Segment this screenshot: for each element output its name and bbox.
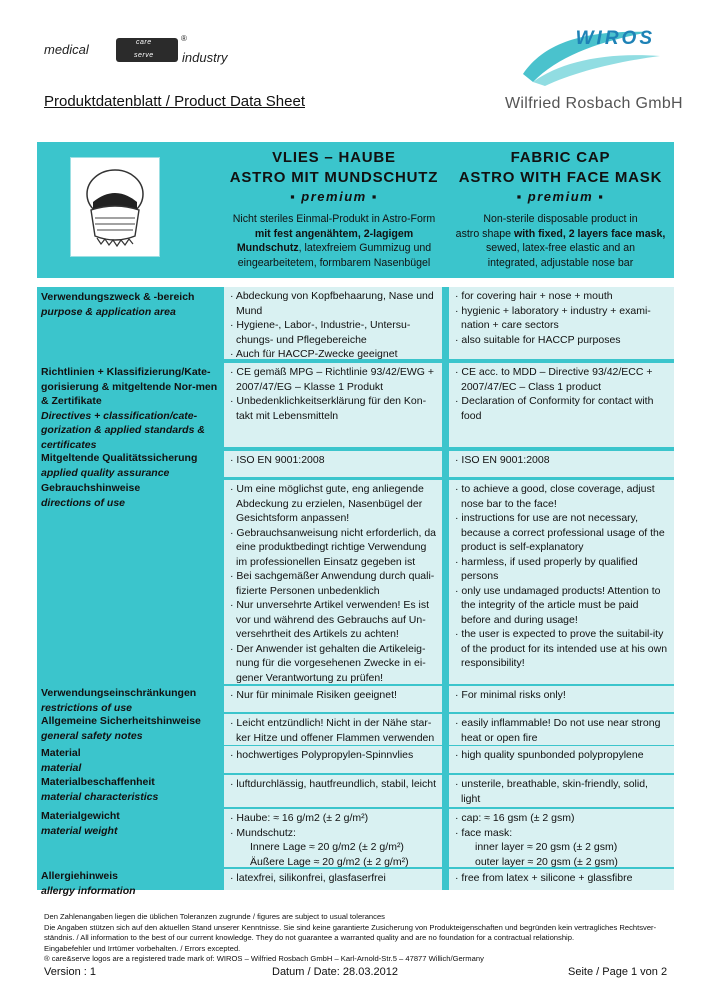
cell-de: · hochwertiges Polypropylen-Spinnvlies [224,746,442,773]
cell-de: · Nur für minimale Risiken geeignet! [224,686,442,712]
table-row: Verwendungseinschränkungen restrictions of use · Nur für minimale Risiken geeignet! · For minimal risks only! [37,686,674,712]
product-image [70,157,160,257]
table-row: Materialgewicht material weight · Haube: ≈ 16 g/m2 (± 2 g/m²) · Mundschutz: Innere Lage ≈ 20 g/m2 (± 2 g/m²) Äußere Lage ≈ 20 g/m2 (± 2 g/m²) · cap: ≈ 16 gsm (± 2 gsm) · face mask: inner layer ≈ 20 gsm (± 2 gsm) outer layer ≈ 20 gsm (± 2 gsm) [37,809,674,867]
logo-reg: ® [181,34,187,43]
cell-en: · for covering hair + nose + mouth · hygienic + laboratory + industry + exami-nation + care sectors · also suitable for HACCP purposes [449,287,674,359]
cell-en: · CE acc. to MDD – Directive 93/42/ECC + 2007/47/EC – Class 1 product · Declaration of Conformity for contact with food [449,363,674,447]
table-row: Richtlinien + Klassifizierung/Kate-gorisierung & mitgeltende Nor-men & Zertifikate Directives + classification/cate-gorization & applied standards & certificates · CE gemäß MPG – Richtlinie 93/42/EWG + 2007/47/EG – Klasse 1 Produkt · Unbedenklichkeitserklärung für den Kon-takt mit Lebensmitteln · CE acc. to MDD – Directive 93/42/ECC + 2007/47/EC – Class 1 product · Declaration of Conformity for contact with food [37,363,674,447]
cell-de: · Abdeckung von Kopfbehaarung, Nase und Mund · Hygiene-, Labor-, Industrie-, Untersu-chungs- und Pflegebereiche · Auch für HACCP-Zwecke geeignet [224,287,442,359]
cell-en: · unsterile, breathable, skin-friendly, solid, light [449,775,674,807]
de-description: Nicht steriles Einmal-Produkt in Astro-Form mit fest angenähtem, 2-lagigem Mundschutz, latexfreiem Gummizug und eingearbeitetem, formbarem Nasenbügel [232,213,436,269]
cell-de: · luftdurchlässig, hautfreundlich, stabil, leicht [224,775,442,807]
table-row: Gebrauchshinweise directions of use · Um eine möglichst gute, eng anliegende Abdeckung zu erzielen, Nasenbügel der Gesichtsform anpassen! · Gebrauchsanweisung nicht erforderlich, da eine produktbedingt richtige Verwendung im professionellen Einsatz gegeben ist · Bei sachgemäßer Anwendung durch quali-fizierte Personen unbedenklich · Nur unversehrte Artikel verwenden! Es ist vor und während des Gebrauchs auf Un-versehrtheit des Artikels zu achten! · Der Anwender ist gehalten die Artikeleig-nung für die vorgesehenen Zwecke in ei-gener Verantwortung zu prüfen! · to achieve a good, close coverage, adjust nose bar to the face! · instructions for use are not necessary, because a correct professional usage of the product is self-explanatory · harmless, if used properly by qualified persons · only use undamaged products! Attention to the integrity of the article must be paid before and during usage! · the user is expected to prove the suitabil-ity of the product for its intended use at his own responsibility! [37,480,674,684]
logo-care: care [136,39,152,46]
table-row: Allgemeine Sicherheitshinweise general safety notes · Leicht entzündlich! Nicht in der Nähe star-ker Hitze und offener Flammen verwenden · easily inflammable! Do not use near strong heat or open fire [37,714,674,745]
page-number: Seite / Page 1 von 2 [568,966,668,978]
astro-cap-mask-icon [71,158,159,256]
care-serve-logo [44,34,228,68]
cell-de: · Um eine möglichst gute, eng anliegende Abdeckung zu erzielen, Nasenbügel der Gesichtsform anpassen! · Gebrauchsanweisung nicht erforderlich, da eine produktbedingt richtige Verwendung im professionellen Einsatz gegeben ist · Bei sachgemäßer Anwendung durch quali-fizierte Personen unbedenklich · Nur unversehrte Artikel verwenden! Es ist vor und während des Gebrauchs auf Un-versehrtheit des Artikels zu achten! · Der Anwender ist gehalten die Artikeleig-nung für die vorgesehenen Zwecke in ei-gener Verantwortung zu prüfen! [224,480,442,684]
cell-en: · free from latex + silicone + glassfibre [449,869,674,890]
header-german [223,148,445,270]
cell-en: · For minimal risks only! [449,686,674,712]
cell-de: · Leicht entzündlich! Nicht in der Nähe star-ker Hitze und offener Flammen verwenden [224,714,442,745]
logo-amp: & [215,44,221,51]
wiros-name: WIROS [575,28,655,49]
cell-en: · high quality spunbonded polypropylene [449,746,674,773]
footnotes: Den Zahlenangaben liegen die üblichen Toleranzen zugrunde / figures are subject to usual tolerances Die Angaben stützen sich auf den aktuellen Stand unserer Kenntnisse. Sie sind keine garantierte Zusicherung von Produkteigenschaften und begründen kein vertragliches Rechtsver- ständnis. / All information to the best of our current knowledge. They do not guarantee a warranted quality and are no foundation for a contractual relationship. Eingabefehler und Irrtümer vorbehalten. / Errors excepted. ® care&serve logos are a registered trade mark of: WIROS – Wilfried Rosbach GmbH – Karl-Arnold-Str.5 – 47877 Willich/Germany [44,912,657,963]
de-premium: ▪ premium ▪ [290,189,378,204]
document-title: Produktdatenblatt / Product Data Sheet [44,93,305,110]
table-row: Materialbeschaffenheit material characteristics · luftdurchlässig, hautfreundlich, stabil, leicht · unsterile, breathable, skin-friendly, solid, light [37,775,674,807]
logo-word-medical: medical [44,42,89,57]
logo-word-industry: industry [182,50,228,65]
cell-en: · to achieve a good, close coverage, adjust nose bar to the face! · instructions for use are not necessary, because a correct professional usage of the product is self-explanatory · harmless, if used properly by qualified persons · only use undamaged products! Attention to the integrity of the article must be paid before and during usage! · the user is expected to prove the suitabil-ity of the product for its intended use at his own responsibility! [449,480,674,684]
version: Version : 1 [44,966,96,978]
en-title-line1: FABRIC CAP [510,149,611,166]
en-title-line2: ASTRO WITH FACE MASK [458,169,663,186]
logo-serve: serve [134,52,154,59]
en-premium: ▪ premium ▪ [516,189,605,204]
table-row: Mitgeltende Qualitätssicherung applied quality assurance · ISO EN 9001:2008 · ISO EN 9001:2008 [37,451,674,477]
de-title-line2: ASTRO MIT MUNDSCHUTZ [229,169,439,186]
cell-de: · CE gemäß MPG – Richtlinie 93/42/EWG + 2007/47/EG – Klasse 1 Produkt · Unbedenklichkeitserklärung für den Kon-takt mit Lebensmitteln [224,363,442,447]
company-name: Wilfried Rosbach GmbH [505,95,683,112]
table-row: Allergiehinweis allergy information · latexfrei, silikonfrei, glasfaserfrei · free from latex + silicone + glassfibre [37,869,674,890]
cell-de: · Haube: ≈ 16 g/m2 (± 2 g/m²) · Mundschutz: Innere Lage ≈ 20 g/m2 (± 2 g/m²) Äußere Lage ≈ 20 g/m2 (± 2 g/m²) [224,809,442,867]
header-english [447,148,674,270]
de-title-line1: VLIES – HAUBE [272,149,396,166]
cell-en: · easily inflammable! Do not use near strong heat or open fire [449,714,674,745]
wiros-logo [515,22,665,86]
date: Datum / Date: 28.03.2012 [272,966,398,978]
cell-en: · cap: ≈ 16 gsm (± 2 gsm) · face mask: inner layer ≈ 20 gsm (± 2 gsm) outer layer ≈ 20 gsm (± 2 gsm) [449,809,674,867]
cell-de: · latexfrei, silikonfrei, glasfaserfrei [224,869,442,890]
table-row: Material material · hochwertiges Polypropylen-Spinnvlies · high quality spunbonded polypropylene [37,746,674,773]
table-row: Verwendungszweck & -bereich purpose & application area · Abdeckung von Kopfbehaarung, Nase und Mund · Hygiene-, Labor-, Industrie-, Untersu-chungs- und Pflegebereiche · Auch für HACCP-Zwecke geeignet · for covering hair + nose + mouth · hygienic + laboratory + industry + exami-nation + care sectors · also suitable for HACCP purposes [37,287,674,359]
en-description: Non-sterile disposable product in astro shape with fixed, 2 layers face mask, sewed, latex-free elastic and an integrated, adjustable nose bar [455,213,666,269]
cell-de: · ISO EN 9001:2008 [224,451,442,477]
cell-en: · ISO EN 9001:2008 [449,451,674,477]
spec-table [37,287,674,897]
